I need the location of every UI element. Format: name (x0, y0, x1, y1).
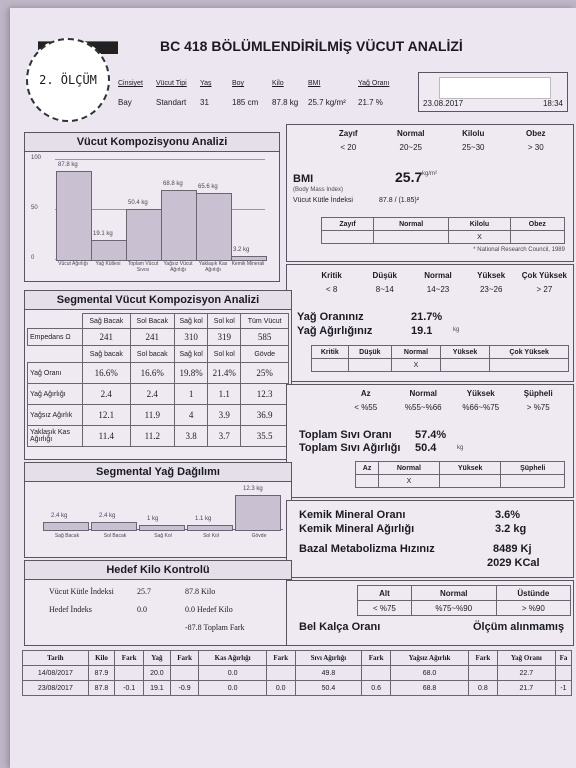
table-cell: 16.6% (130, 363, 174, 384)
table-cell (440, 359, 490, 372)
profile-header: Yağ Oranı (358, 80, 390, 87)
table-cell: 68.0 (391, 666, 469, 681)
table-cell: 68.8 (391, 681, 469, 696)
table-cell: 25% (241, 363, 289, 384)
profile-value: 31 (200, 98, 209, 107)
water-table (355, 461, 565, 488)
table-header-cell: Sol kol (208, 314, 241, 329)
report-time: 18:34 (542, 99, 563, 108)
waist-value: Ölçüm alınmamış (473, 621, 565, 633)
target-label: Vücut Kütle İndeksi (49, 587, 114, 596)
table-row (28, 405, 289, 426)
table-cell: X (392, 359, 441, 372)
table-cell (348, 359, 391, 372)
table-cell: X (449, 231, 510, 244)
table-cell: 3.9 (208, 405, 241, 426)
scale-label: Zayıf (338, 129, 358, 138)
table-cell: 12.1 (83, 405, 131, 426)
category-label: Yaklaşık Kas Ağırlığı (198, 261, 228, 273)
bmi-table (321, 217, 565, 244)
table-cell: 19.1 (144, 681, 171, 696)
table-row (322, 218, 565, 231)
fat-rate-label: Yağ Oranınız (297, 311, 364, 323)
segfat-bar (235, 495, 281, 531)
scale-label: Normal (409, 389, 438, 398)
segfat-bar (187, 525, 233, 531)
bar-value-label: 1 kg (147, 516, 159, 522)
table-cell (170, 666, 199, 681)
table-row (358, 586, 571, 601)
table-header-cell: Sıvı Ağırlığı (295, 651, 362, 666)
table-header-cell: Sol Bacak (130, 314, 174, 329)
table-cell: Normal (392, 346, 441, 359)
table-cell: 14/08/2017 (23, 666, 89, 681)
scale-range: 20~25 (399, 143, 422, 152)
scale-label: Normal (396, 129, 425, 138)
table-header-cell: Gövde (241, 346, 289, 363)
waist-label: Bel Kalça Oranı (299, 621, 381, 633)
segmental-panel (24, 290, 292, 460)
table-row (312, 359, 569, 372)
fat-table (311, 345, 569, 372)
water-weight-label: Toplam Sıvı Ağırlığı (299, 442, 401, 454)
table-cell: Normal (379, 462, 440, 475)
segfat-bar (91, 522, 137, 531)
table-cell: 22.7 (497, 666, 555, 681)
table-cell: 1.1 (208, 384, 241, 405)
scale-range: %55~%66 (404, 403, 442, 412)
segmental-title: Segmental Vücut Kompozisyon Analizi (25, 291, 291, 310)
category-label: Sol Bacak (103, 533, 127, 539)
bar-value-label: 65.6 kg (198, 184, 218, 191)
table-row (28, 346, 289, 363)
water-panel (286, 384, 574, 498)
table-cell: 310 (175, 329, 208, 346)
table-cell (266, 666, 295, 681)
bar-value-label: 3.2 kg (233, 246, 250, 253)
table-row (28, 314, 289, 329)
table-cell: > %90 (496, 601, 570, 616)
table-cell: 0.0 (199, 666, 266, 681)
category-label: Kemik Minerali (231, 261, 265, 267)
table-header-cell: Kilo (88, 651, 115, 666)
y-tick-label: 50 (31, 205, 38, 211)
scale-range: < 8 (325, 285, 338, 294)
profile-header: Vücut Tipi (156, 80, 187, 87)
table-cell: 241 (130, 329, 174, 346)
scale-range: %66~%75 (462, 403, 500, 412)
table-cell: 0.6 (362, 681, 391, 696)
table-cell: Kritik (312, 346, 349, 359)
category-label: Yağ Kütlesi (95, 261, 121, 267)
table-header-cell: Yağ Oranı (497, 651, 555, 666)
table-cell: X (379, 475, 440, 488)
scale-range: 23~26 (479, 285, 503, 294)
mineral-weight-label: Kemik Mineral Ağırlığı (299, 523, 415, 535)
category-label: Toplam Vücut Sıvısı (127, 261, 159, 273)
table-cell: 2.4 (83, 384, 131, 405)
table-cell: 4 (175, 405, 208, 426)
scale-label: Çok Yüksek (521, 271, 567, 280)
mineral-weight: 3.2 kg (495, 523, 527, 535)
table-cell: 87.8 (88, 681, 115, 696)
segfat-bar (139, 525, 185, 531)
table-cell: 20.0 (144, 666, 171, 681)
composition-bar (161, 190, 197, 261)
table-header-cell: Kas Ağırlığı (199, 651, 266, 666)
table-header-cell: Sağ kol (175, 346, 208, 363)
bar-value-label: 1.1 kg (195, 516, 212, 522)
scale-range: 8~14 (375, 285, 394, 294)
table-cell: Empedans Ω (28, 329, 83, 346)
mineral-panel (286, 500, 574, 578)
composition-bar (196, 193, 232, 261)
target-label: Hedef İndeks (49, 605, 92, 614)
profile-value: 87.8 kg (272, 98, 299, 107)
table-cell: 0.0 (199, 681, 266, 696)
scale-range: > %75 (526, 403, 550, 412)
profile-header: BMI (308, 80, 321, 87)
history-table (22, 650, 572, 696)
profile-header: Boy (232, 80, 245, 87)
table-cell: 50.4 (295, 681, 362, 696)
composition-title: Vücut Kompozisyonu Analizi (25, 133, 279, 152)
table-header-cell: Fark (469, 651, 498, 666)
water-weight: 50.4 (415, 442, 437, 454)
bmi-sub2: Vücut Kütle İndeksi (293, 197, 353, 204)
water-rate: 57.4% (415, 429, 447, 441)
profile-value: Standart (156, 98, 187, 107)
scale-range: < %55 (354, 403, 378, 412)
composition-bar (91, 240, 127, 261)
bmi-scale (317, 129, 567, 159)
table-row (23, 651, 572, 666)
y-tick-label: 100 (31, 155, 42, 161)
bmi-note: * National Research Council, 1989 (473, 247, 565, 253)
profile-header: Kilo (272, 80, 284, 87)
table-header-cell: Yağ (144, 651, 171, 666)
target-v1: 0.0 (137, 605, 147, 614)
report-sheet (10, 8, 576, 768)
table-cell: Yağsız Ağırlık (28, 405, 83, 426)
bmi-sub1: (Body Mass Index) (293, 187, 344, 193)
table-cell (115, 666, 144, 681)
table-cell: Normal (374, 218, 449, 231)
scale-range: < 20 (340, 143, 357, 152)
table-cell: 1 (175, 384, 208, 405)
table-row (356, 462, 565, 475)
water-scale (337, 389, 567, 419)
table-cell (356, 475, 379, 488)
table-cell: 3.7 (208, 426, 241, 447)
table-header-cell: Fark (362, 651, 391, 666)
scale-label: Yüksek (466, 389, 495, 398)
table-cell: Yaklaşık Kas Ağırlığı (28, 426, 83, 447)
table-cell (555, 666, 571, 681)
table-cell: %75~%90 (411, 601, 496, 616)
mineral-rate-label: Kemik Mineral Oranı (299, 509, 406, 521)
table-row (23, 666, 572, 681)
table-cell: Düşük (348, 346, 391, 359)
scale-range: 25~30 (462, 143, 485, 152)
water-weight-unit: kg (457, 445, 464, 451)
table-cell: 12.3 (241, 384, 289, 405)
grid-line (55, 159, 265, 160)
bar-value-label: 2.4 kg (99, 513, 116, 520)
bmi-label: BMI (293, 173, 314, 185)
bmi-value: 25.7 (395, 169, 423, 185)
table-cell: < %75 (358, 601, 412, 616)
table-row (312, 346, 569, 359)
report-date: 23.08.2017 (423, 99, 464, 108)
segfat-bar (43, 522, 89, 531)
table-cell (501, 475, 565, 488)
water-rate-label: Toplam Sıvı Oranı (299, 429, 392, 441)
table-row (28, 329, 289, 346)
table-cell: 36.9 (241, 405, 289, 426)
category-label: Sağ Bacak (54, 533, 80, 539)
target-v2: 87.8 Kilo (185, 587, 216, 596)
fat-rate: 21.7% (411, 311, 443, 323)
segfat-chart (25, 481, 291, 557)
report-title: BC 418 BÖLÜMLENDİRİLMİŞ VÜCUT ANALİZİ (160, 38, 463, 54)
target-v2: -87.8 Toplam Fark (185, 623, 245, 632)
table-header-cell: Fark (115, 651, 144, 666)
table-cell: -1 (555, 681, 571, 696)
table-row (358, 601, 571, 616)
bar-value-label: 50.4 kg (128, 199, 148, 206)
datetime-box (418, 72, 568, 112)
table-header-cell: Sol bacak (130, 346, 174, 363)
table-cell: 19.8% (175, 363, 208, 384)
bmr-kj: 8489 Kj (493, 543, 532, 555)
badge-text: 2. ÖLÇÜM (39, 73, 97, 87)
table-cell: Yüksek (439, 462, 501, 475)
category-label: Sağ Kol (154, 533, 172, 539)
table-header-cell: Sağ kol (175, 314, 208, 329)
table-header-cell: Fark (266, 651, 295, 666)
table-cell (28, 314, 83, 329)
profile-value: 25.7 kg/m² (308, 98, 346, 107)
bmr-label: Bazal Metabolizma Hızınız (299, 543, 435, 555)
table-cell: Az (356, 462, 379, 475)
scale-label: Yüksek (477, 271, 506, 280)
target-panel (24, 560, 292, 646)
bar-value-label: 12.3 kg (243, 485, 263, 492)
table-cell: 241 (83, 329, 131, 346)
fat-panel (286, 264, 574, 382)
target-v2: 0.0 Hedef Kilo (185, 605, 233, 614)
category-label: Yağsız Vücut Ağırlığı (163, 261, 193, 273)
composition-bar (126, 209, 162, 261)
profile-value: 21.7 % (358, 98, 383, 107)
waist-panel (286, 580, 574, 646)
table-cell: Zayıf (322, 218, 374, 231)
category-label: Vücut Ağırlığı (58, 261, 88, 267)
table-cell: Alt (358, 586, 412, 601)
scale-label: Obez (525, 129, 546, 138)
table-cell: Normal (411, 586, 496, 601)
table-row (23, 681, 572, 696)
table-cell: 49.8 (295, 666, 362, 681)
table-cell: Şüpheli (501, 462, 565, 475)
table-cell: Üstünde (496, 586, 570, 601)
table-cell: Obez (510, 218, 564, 231)
table-cell: 35.5 (241, 426, 289, 447)
table-cell: 11.9 (130, 405, 174, 426)
table-cell (322, 231, 374, 244)
table-cell: 11.4 (83, 426, 131, 447)
redacted-name (439, 77, 551, 99)
table-header-cell: Yağsız Ağırlık (391, 651, 469, 666)
target-v1: 25.7 (137, 587, 151, 596)
profile-value: 185 cm (232, 98, 259, 107)
fat-weight: 19.1 (411, 325, 433, 337)
bmi-formula: 87.8 / (1.85)² (379, 197, 420, 204)
segfat-panel (24, 462, 292, 558)
scale-range: > 27 (536, 285, 553, 294)
table-cell: Yüksek (440, 346, 490, 359)
scale-label: Şüpheli (523, 389, 553, 398)
table-header-cell: Fa (555, 651, 571, 666)
table-cell (510, 231, 564, 244)
table-cell: 0.0 (266, 681, 295, 696)
table-header-cell: Sol kol (208, 346, 241, 363)
scale-range: > 30 (527, 143, 544, 152)
bar-value-label: 2.4 kg (51, 513, 68, 520)
table-cell: 585 (241, 329, 289, 346)
table-cell: Çok Yüksek (490, 346, 569, 359)
bmi-panel (286, 124, 574, 262)
table-cell: 21.7 (497, 681, 555, 696)
segmental-table (27, 313, 289, 447)
composition-bar (56, 171, 92, 261)
table-row (322, 231, 565, 244)
scale-label: Düşük (372, 271, 397, 280)
mineral-rate: 3.6% (495, 509, 521, 521)
y-tick-label: 0 (31, 255, 35, 261)
bmr-kcal: 2029 KCal (487, 557, 540, 569)
scale-label: Kilolu (462, 129, 485, 138)
table-cell (374, 231, 449, 244)
table-cell: Yağ Ağırlığı (28, 384, 83, 405)
table-header-cell: Sağ Bacak (83, 314, 131, 329)
segfat-title: Segmental Yağ Dağılımı (25, 463, 291, 482)
fat-weight-label: Yağ Ağırlığınız (297, 325, 373, 337)
table-cell: Yağ Oranı (28, 363, 83, 384)
bar-value-label: 68.8 kg (163, 181, 183, 188)
composition-panel (24, 132, 280, 282)
table-cell: 16.6% (83, 363, 131, 384)
table-cell: 3.8 (175, 426, 208, 447)
bar-value-label: 19.1 kg (93, 230, 113, 237)
profile-value: Bay (118, 98, 132, 107)
fat-weight-unit: kg (453, 327, 460, 333)
target-title: Hedef Kilo Kontrolü (25, 561, 291, 580)
profile-header: Yaş (200, 80, 212, 87)
bar-value-label: 87.8 kg (58, 162, 78, 169)
composition-chart (25, 151, 279, 281)
waist-table (357, 585, 571, 616)
table-cell: 21.4% (208, 363, 241, 384)
fat-scale (305, 271, 571, 301)
table-cell (469, 666, 498, 681)
table-cell (439, 475, 501, 488)
scale-range: 14~23 (426, 285, 450, 294)
scale-label: Az (360, 389, 371, 398)
table-row (28, 426, 289, 447)
bmi-unit: kg/m² (422, 171, 437, 177)
table-cell (490, 359, 569, 372)
measurement-badge (26, 38, 110, 122)
scale-label: Kritik (321, 271, 342, 280)
table-header-cell: Tüm Vücut (241, 314, 289, 329)
table-cell: Kilolu (449, 218, 510, 231)
table-cell (362, 666, 391, 681)
table-header-cell: Sağ bacak (83, 346, 131, 363)
table-cell: 11.2 (130, 426, 174, 447)
table-cell: 2.4 (130, 384, 174, 405)
table-cell (28, 346, 83, 363)
category-label: Sol Kol (203, 533, 219, 539)
table-cell: 319 (208, 329, 241, 346)
table-cell: 0.8 (469, 681, 498, 696)
table-header-cell: Fark (170, 651, 199, 666)
table-row (356, 475, 565, 488)
profile-header: Cinsiyet (118, 80, 143, 87)
table-row (28, 384, 289, 405)
table-header-cell: Tarih (23, 651, 89, 666)
table-cell: -0.9 (170, 681, 199, 696)
table-cell: 23/08/2017 (23, 681, 89, 696)
table-row (28, 363, 289, 384)
table-cell: -0.1 (115, 681, 144, 696)
category-label: Gövde (251, 533, 267, 539)
scale-label: Normal (424, 271, 452, 280)
table-cell (312, 359, 349, 372)
table-cell: 87.9 (88, 666, 115, 681)
